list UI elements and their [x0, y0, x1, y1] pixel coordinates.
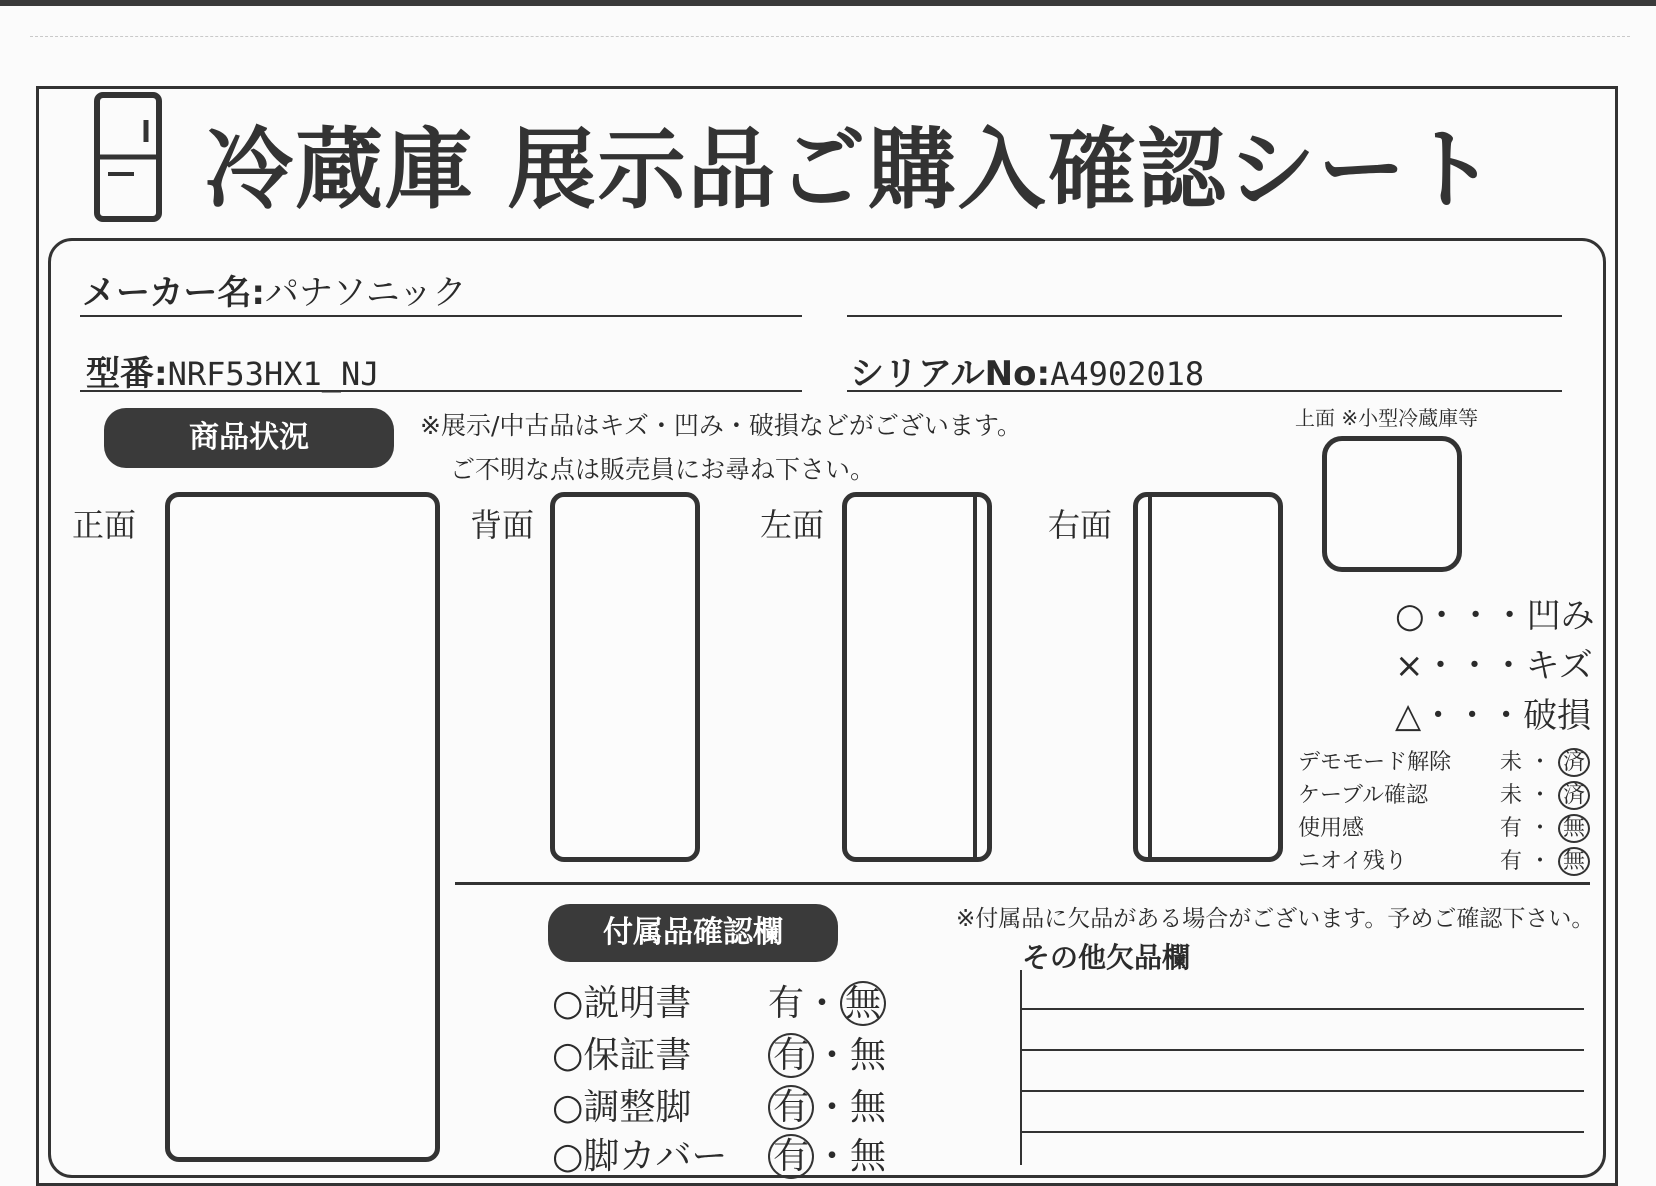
legend-dent: ○・・・凹み: [1395, 596, 1595, 636]
separator: ・: [1529, 849, 1552, 874]
separator: ・: [814, 1136, 851, 1177]
check-usage-label: 使用感: [1298, 816, 1365, 841]
option-yes[interactable]: 有: [1500, 816, 1523, 841]
separator: ・: [804, 983, 841, 1024]
condition-note-1: ※展示/中古品はキズ・凹み・破損などがございます。: [420, 411, 1022, 440]
maker-underline: [80, 315, 802, 317]
right-panel[interactable]: [1133, 492, 1283, 862]
write-line-4[interactable]: [1022, 1131, 1584, 1133]
condition-heading: 商品状況: [104, 408, 394, 468]
accessory-adjust-leg: [552, 1079, 691, 1130]
option-no-selected[interactable]: 無: [840, 981, 886, 1026]
legend-scratch: ×・・・キズ: [1395, 646, 1593, 686]
option-yes-selected[interactable]: 有: [768, 1085, 814, 1130]
separator: ・: [814, 1035, 851, 1076]
option-no-selected[interactable]: 無: [1558, 847, 1590, 876]
condition-note-2: ご不明な点は販売員にお尋ね下さい。: [450, 455, 876, 484]
check-usage: [1298, 811, 1364, 842]
accessory-leg-cover: [552, 1128, 727, 1179]
accessory-leg-cover-label: ○脚カバー: [552, 1136, 728, 1177]
option-done-selected[interactable]: 済: [1558, 748, 1590, 777]
separator: ・: [814, 1087, 851, 1128]
serial-field: [850, 346, 1204, 395]
check-usage-options[interactable]: [1500, 811, 1590, 842]
other-missing-left-border: [1020, 970, 1022, 1165]
other-missing-heading: その他欠品欄: [1022, 941, 1191, 974]
option-done-selected[interactable]: 済: [1558, 781, 1590, 810]
page-title: 冷蔵庫 展示品ご購入確認シート: [205, 118, 1498, 221]
separator: ・: [1529, 750, 1552, 775]
check-demo-mode-options[interactable]: [1500, 745, 1590, 776]
check-cable-options[interactable]: [1500, 778, 1590, 809]
scan-dashed-line: [30, 36, 1630, 37]
option-yes[interactable]: 有: [1500, 849, 1523, 874]
fridge-icon: [94, 92, 164, 224]
top-panel[interactable]: [1322, 436, 1462, 572]
section-divider: [455, 882, 1590, 885]
left-panel-door-edge: [973, 497, 977, 857]
accessory-adjust-leg-options[interactable]: [768, 1079, 886, 1130]
check-odor-label: ニオイ残り: [1298, 849, 1407, 874]
front-label: 正面: [72, 506, 137, 544]
back-panel[interactable]: [550, 492, 700, 862]
accessory-manual-label: ○説明書: [552, 983, 692, 1024]
right-label: 右面: [1048, 506, 1113, 544]
option-no[interactable]: 無: [850, 1087, 887, 1128]
maker-field: [82, 265, 467, 314]
top-label: 上面 ※小型冷蔵庫等: [1295, 406, 1479, 430]
accessory-leg-cover-options[interactable]: [768, 1128, 886, 1179]
option-not-done[interactable]: 未: [1500, 750, 1523, 775]
option-no-selected[interactable]: 無: [1558, 814, 1590, 843]
accessory-adjust-leg-label: ○調整脚: [552, 1087, 692, 1128]
right-panel-door-edge: [1148, 497, 1152, 857]
option-not-done[interactable]: 未: [1500, 783, 1523, 808]
separator: ・: [1529, 816, 1552, 841]
left-label: 左面: [760, 506, 825, 544]
accessory-warranty-label: ○保証書: [552, 1035, 692, 1076]
write-line-2[interactable]: [1022, 1049, 1584, 1051]
accessory-warranty-options[interactable]: [768, 1027, 886, 1078]
check-demo-mode: [1298, 745, 1451, 776]
model-underline: [80, 390, 802, 392]
write-line-3[interactable]: [1022, 1090, 1584, 1092]
serial-value: A4902018: [1050, 355, 1205, 393]
serial-underline: [847, 390, 1562, 392]
scan-top-edge: [0, 0, 1656, 6]
legend-damage: △・・・破損: [1395, 696, 1592, 736]
accessory-warranty: [552, 1027, 691, 1078]
option-no[interactable]: 無: [850, 1136, 887, 1177]
maker-value: パナソニック: [264, 273, 467, 313]
write-line-1[interactable]: [1022, 1008, 1584, 1010]
model-label: 型番:: [86, 354, 168, 394]
option-yes-selected[interactable]: 有: [768, 1134, 814, 1179]
accessories-heading: 付属品確認欄: [548, 904, 838, 962]
option-yes-selected[interactable]: 有: [768, 1033, 814, 1078]
left-panel[interactable]: [842, 492, 992, 862]
back-label: 背面: [470, 506, 535, 544]
check-odor-options[interactable]: [1500, 844, 1590, 875]
check-odor: [1298, 844, 1407, 875]
maker-label: メーカー名:: [82, 273, 265, 313]
accessories-note: ※付属品に欠品がある場合がございます。予めご確認下さい。: [956, 906, 1595, 932]
model-value: NRF53HX1_NJ: [167, 355, 380, 393]
model-field: [86, 346, 380, 395]
option-yes[interactable]: 有: [768, 983, 805, 1024]
check-demo-mode-label: デモモード解除: [1298, 750, 1452, 775]
check-cable: [1298, 778, 1428, 809]
check-cable-label: ケーブル確認: [1298, 783, 1429, 808]
accessory-manual: [552, 975, 691, 1026]
blank-underline: [847, 315, 1562, 317]
front-panel[interactable]: [165, 492, 440, 1162]
separator: ・: [1529, 783, 1552, 808]
serial-label: シリアルNo:: [850, 354, 1051, 394]
option-no[interactable]: 無: [850, 1035, 887, 1076]
accessory-manual-options[interactable]: [768, 975, 886, 1026]
